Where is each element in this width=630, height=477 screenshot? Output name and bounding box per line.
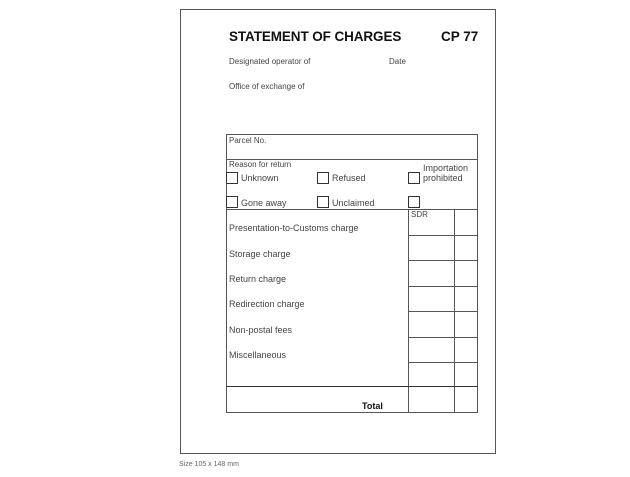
charge-row-label: Return charge [229,274,287,284]
unknown-checkbox[interactable] [226,172,238,184]
size-caption: Size 105 x 148 mm [179,461,239,468]
form-code: CP 77 [441,29,479,44]
office-of-exchange-label: Office of exchange of [229,82,305,91]
gone-away-label: Gone away [241,198,287,208]
total-label: Total [362,401,383,411]
importation-label-line2: prohibited [423,173,463,183]
sdr-column-header: SDR [411,210,428,219]
charge-row-label: Non-postal fees [229,325,293,335]
blank-checkbox[interactable] [408,196,420,208]
refused-checkbox[interactable] [317,172,329,184]
importation-label-line1: Importation [423,163,469,173]
form-sheet [180,9,496,454]
unclaimed-label: Unclaimed [332,198,375,208]
parcel-no-label: Parcel No. [229,136,267,145]
unclaimed-checkbox[interactable] [317,196,329,208]
charge-row-label: Miscellaneous [229,350,287,360]
form-title: STATEMENT OF CHARGES [229,29,402,44]
designated-operator-label: Designated operator of [229,57,311,66]
gone-away-checkbox[interactable] [226,196,238,208]
reason-for-return-label: Reason for return [229,160,292,169]
unknown-label: Unknown [241,173,279,183]
date-label: Date [389,57,406,66]
charge-row-label: Presentation-to-Customs charge [229,223,359,233]
refused-label: Refused [332,173,366,183]
charge-row-label: Redirection charge [229,299,305,309]
importation-prohibited-checkbox[interactable] [408,172,420,184]
charge-row-label: Storage charge [229,249,291,259]
